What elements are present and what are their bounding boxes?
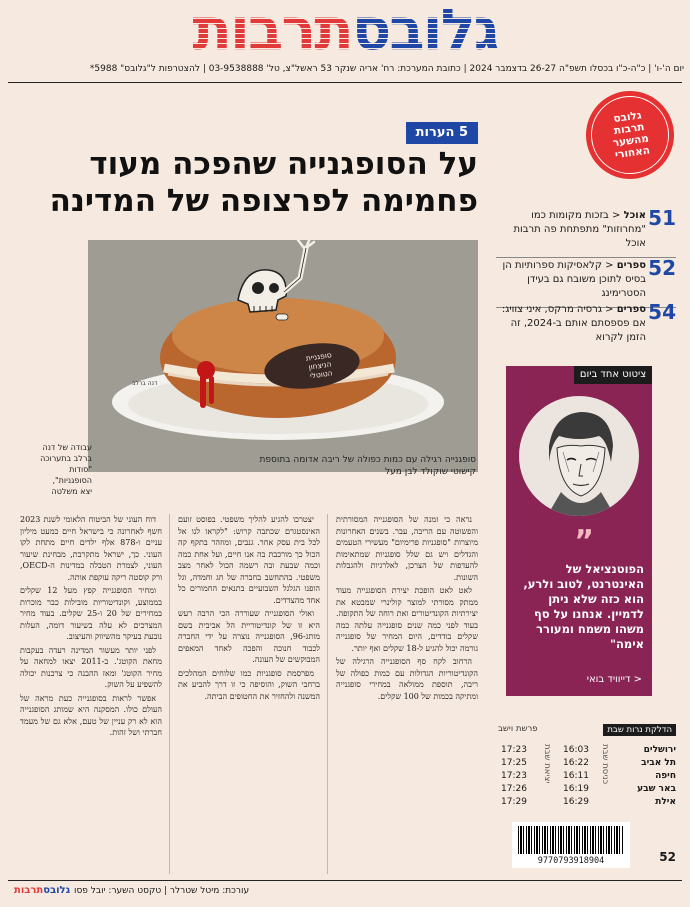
time-value: 17:29 xyxy=(501,797,527,807)
toc-item[interactable] xyxy=(496,300,676,352)
back-cover-badge xyxy=(580,85,679,184)
headline: על הסופגנייה שהפכה מעוד פחמימה לפרצופה של המדינה xyxy=(49,146,478,219)
toc-page-number: 51 xyxy=(648,206,676,230)
footer-brand[interactable] xyxy=(14,885,70,896)
badge-line: האחורי xyxy=(614,144,651,162)
paragraph: מפרסמת סופגניות כמו שלוחים המהלכים ברחבי השוק, והוסיפה כי זו דרך להביע את המשנה ולהחזיר את החטופים הביתה. xyxy=(178,668,320,701)
footer xyxy=(14,886,676,902)
time-value: 16:22 xyxy=(563,758,589,768)
paragraph: יצטרכו להגיע להליך משפטי. בפוסט זועם האינסטגרם שכתבה קרוש: "לקראו לנו אל לכל בית עסק אחר. גנבים, ומוזהר בתקף קה הכול כך מורכבת בה אנו חיים, ועל אחת כמה וכמה שבעת ובה רשמה הכול לאחר מצב משפטי. בהתחשב בחברה של חג וחמדה, וגל הופנו הגלגל השבועיים בתנאים החמורים כל אחד מהצדדים. xyxy=(178,515,320,605)
time-value: 16:29 xyxy=(563,797,589,807)
time-value: 16:19 xyxy=(563,784,589,794)
paragraph: לפני יותר מעשור המדינה רעדה בעקבות מחאת הקוטג'. ב-2011 יצאו למחאה על מחיר הקוטג' ומאז ההבנה כי צרכנות יכולה להשפיע על השוק. xyxy=(20,645,162,689)
portrait-illustration xyxy=(519,396,639,516)
candle-lighting-header xyxy=(498,724,676,738)
candle-lighting-title: הדלקת נרות שבת xyxy=(603,724,676,736)
time-value: 17:23 xyxy=(501,771,527,781)
donut-label-line: סופגניית xyxy=(305,350,333,363)
time-value: 17:25 xyxy=(501,758,527,768)
badge-ring xyxy=(586,91,674,179)
barcode-number: 9770793918904 xyxy=(537,856,605,866)
masthead xyxy=(0,0,690,63)
time-value: 16:11 xyxy=(563,771,589,781)
editor-credits: עורכת: מיטל שטרלר | טקסט השער: יובל פסו xyxy=(74,886,250,896)
newspaper-logo[interactable] xyxy=(192,0,498,63)
barcode xyxy=(512,822,630,868)
candle-lighting-table xyxy=(498,744,676,814)
city-name: באר שבע xyxy=(637,784,676,794)
city-name: אילת xyxy=(655,797,676,807)
bottom-rule xyxy=(8,880,682,881)
footer-brand-a: גלובס xyxy=(43,885,71,896)
section-tag: 5 הערות xyxy=(406,122,478,144)
artist-signature: דנה ברלב xyxy=(132,380,158,387)
footer-brand-b: תרבות xyxy=(14,885,44,896)
paragraph: נראה כי זמנה של הסופגנייה המסורתית והפשוטה עם הריבה, עבר. בשנים האחרונות מיוצרות "סופגניות פרימיום" מעשירי הטעמים והגדלים ויש גם שלל סופגניות שמתאימות להעדפות של הצרכן, לאלרגיות ולהגבלות השונות. xyxy=(336,515,478,582)
barcode-bars xyxy=(518,826,624,854)
toc-item[interactable] xyxy=(496,206,676,258)
time-value: 17:26 xyxy=(501,784,527,794)
city-name: ירושלים xyxy=(643,745,676,755)
toc-section: ספרים xyxy=(616,260,646,271)
quote-mark-icon: ” xyxy=(574,524,594,559)
toc-text: ספרים < קלאסיקות ספרותיות הן בסיס לתוכן משובח גם בעידן הסטרימינג xyxy=(502,260,646,299)
article-artwork xyxy=(88,240,478,472)
paragraph: לאט לאט הופכת יצירת הסופגנייה מעוד ממתק מסורתי למוצר קולינרי שמבטא את יצירתיות הקונדיטורים ואת רוחה של התקופה. בעוד לפני כמה שנים סופגנייה עלתה כמה שקלים בודדים, היום המחיר של סופגנייה גורמה יכול להגיע ל-18 שקלים ואף יותר. xyxy=(336,586,478,653)
time-value: 17:23 xyxy=(501,745,527,755)
city-name: חיפה xyxy=(655,771,676,781)
paragraph: ומחיר הסופגנייה קפץ מעל 12 שקלים בממוצע, וקונדיטוריות מובילות כבר מוכרות במחירים של 20 ו-25 שקלים. בעוד מחיר המצרכים לא עלה בשיעור דומה, העלות נובעת בעיקר מהשיווק והעיצוב. xyxy=(20,586,162,641)
body-column xyxy=(336,514,478,874)
logo-tarbut: תרבות xyxy=(192,0,352,63)
logo-globes: גלובס xyxy=(351,0,498,63)
quote-label: ציטוט אחד ביום xyxy=(574,366,652,384)
time-value: 16:03 xyxy=(563,745,589,755)
column-divider xyxy=(327,514,328,874)
paragraph: ואולי הסופגנייה שעוררה הכי הרבה רעש היא זו של קונדיטוריית הל אביבית בשם מותג-96, הסופגנייה נוצרה על ידי החברה לכבוד חנוכה והפכה לאחד המאפים המבוקשים של העונה. xyxy=(178,609,320,664)
image-caption: סופגנייה רגילה עם כמות כפולה של ריבה אדומה בתוספת קישוטי שוקולד לבן מעל xyxy=(259,455,476,477)
weekly-parasha: פרשת וישב xyxy=(498,724,538,734)
paragraph: אפשר לראות בסופגנייה כעת מראה של העולם כולו. המסקנה היא שמותג הסופגנייה הוא לא רק עניין של טעם, אלא גם של מעמד חברתי ושל זהות. xyxy=(20,693,162,737)
shabbat-in-label: כניסת שבת xyxy=(600,744,610,785)
paragraph: דוח העוני של הביטוח הלאומי לשנת 2023 חשף לאחרונה כי בישראל חיים כמעט מיליון עניים ו-878 אלף ילדים חיים מתחת לקו העוני. כך, ישראל מתקרבת, מבחינת שיעור העוני, לצמרת הטבלה במדינות ה-OECD, ורק קוסטה ריקה עוקפת אותה. xyxy=(20,515,162,582)
paragraph: הרחוב לקח סף הסופגנייה הרגילה של הקונדיטוריות הגדולות עם כמות כפולה של ריבה, תוספת ממולאה במחירי סופגנייה ומתיקה בכמות של 100 שקלים. xyxy=(336,657,478,701)
quote-of-the-day xyxy=(506,366,652,696)
body-column xyxy=(178,514,320,874)
dateline: יום ה'-ו' | כ"ה-כ"ו בכסלו תשפ"ה 26-27 בדצמבר 2024 | כתובת המערכת: רח' אריה שנקר 53 ראשל"צ, טל' 03-9538888 | להצטרפות ל"גלובס" 5988* xyxy=(89,64,684,74)
portrait-sketch xyxy=(519,396,639,516)
badge-line: גלובס xyxy=(612,109,643,126)
toc-teaser: קלאסיקות ספרותיות הן בסיס לתוכן משובח גם בעידן הסטרימינג xyxy=(502,260,646,299)
donut-label-line: הניצחון xyxy=(307,359,333,372)
toc-section: ספרים xyxy=(616,304,646,315)
toc-section: אוכל xyxy=(623,210,646,221)
art-credit: עבודה של דנה ברלב בתערוכה "סודות הסופגניות", יצא משלטה xyxy=(40,443,92,496)
toc-teaser: גרסיה מרקס, איני צוויג: אם פספסתם אותם ב-2024, זה הזמן לקרוא xyxy=(501,304,646,343)
city-list xyxy=(620,744,676,809)
column-divider xyxy=(169,514,170,874)
toc-text: ספרים < גרסיה מרקס, איני צוויג: אם פספסתם אותם ב-2024, זה הזמן לקרוא xyxy=(501,304,646,343)
badge-line: תרבות xyxy=(613,120,646,138)
toc-teaser: בזכות מקומות כמו "מחרוזות" מתפתחת פה תרבות אוכל xyxy=(513,210,646,249)
body-column xyxy=(20,514,162,874)
toc-page-number: 52 xyxy=(648,256,676,280)
shabbat-out-label: יציאת שבת xyxy=(542,744,552,784)
badge-line: מהשער xyxy=(612,132,650,150)
article-body xyxy=(18,514,478,874)
city-name: תל אביב xyxy=(641,758,676,768)
shabbat-out-times xyxy=(498,744,530,809)
page-number: 52 xyxy=(659,850,676,864)
quote-author: < דייוויד בואי xyxy=(586,674,642,685)
donut-label-line: הטוטלי xyxy=(309,368,334,381)
quote-text: הפוטנציאל של האינטרנט, לטוב ולרע, הוא כזה שלא ניתן לדמיין. אנחנו על סף משהו משמח ומעורר אימה" xyxy=(523,562,644,651)
toc-text: אוכל < בזכות מקומות כמו "מחרוזות" מתפתחת פה תרבות אוכל xyxy=(513,210,646,249)
toc-page-number: 54 xyxy=(648,300,676,324)
top-rule xyxy=(8,82,682,83)
shabbat-in-times xyxy=(560,744,592,809)
